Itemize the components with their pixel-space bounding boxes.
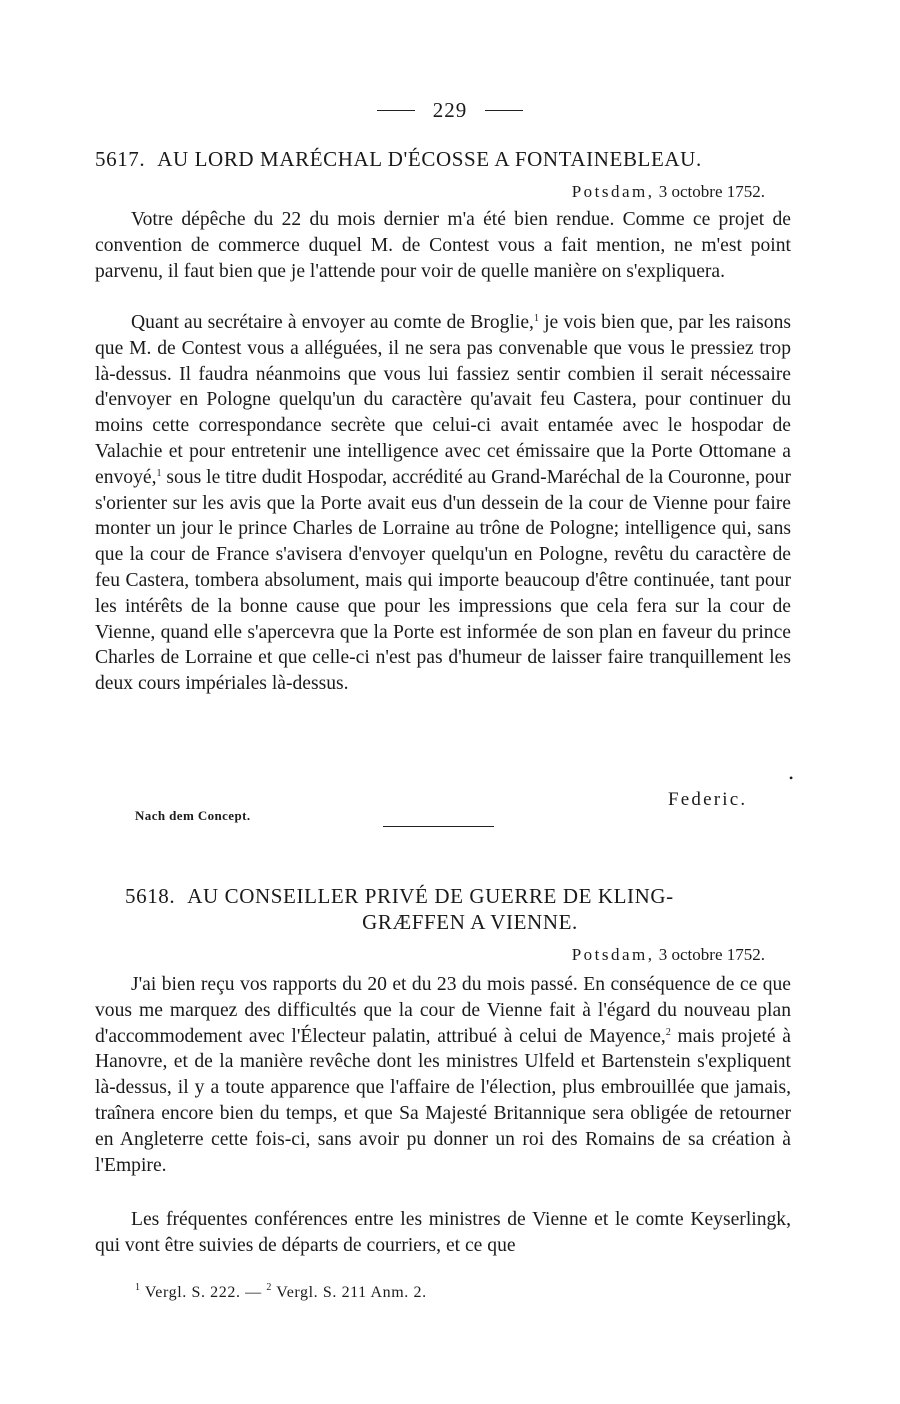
letter-2-paragraph-1 bbox=[95, 972, 791, 1178]
letter-2-title-line-2: GRÆFFEN A VIENNE. bbox=[362, 910, 578, 934]
footnote-1-mark: 1 bbox=[135, 1282, 141, 1293]
letter-2-title-line-1: AU CONSEILLER PRIVÉ DE GUERRE DE KLING- bbox=[187, 884, 674, 908]
page-number-dash-left bbox=[377, 110, 415, 111]
footnote-ref-2: 2 bbox=[665, 1026, 671, 1038]
letter-1-number: 5617. bbox=[95, 147, 146, 171]
footnote-1-text: Vergl. S. 222. — bbox=[140, 1284, 267, 1301]
letter-1-heading bbox=[95, 146, 795, 172]
letter-2-paragraph-1-part-b: mais projeté à Hanovre, et de la manière revêche dont les ministres Ulfeld et Bartenstein s'expliquent là-dessus, il y a toute apparence que l'affaire de l'élection, plus embrouillée que jamais, traînera encore bien du temps, et que Sa Majesté Britannique sera obligée de retourner en Angleterre cette fois-ci, sans avoir pu donner un roi des Romains de sa création à l'Empire. bbox=[95, 1025, 791, 1176]
letter-2-place: Potsdam, bbox=[571, 945, 655, 964]
letter-1-date: 3 octobre 1752. bbox=[658, 182, 765, 201]
footnotes bbox=[135, 1284, 427, 1302]
footnote-2-mark: 2 bbox=[266, 1282, 272, 1293]
letter-1-source-note: Nach dem Concept. bbox=[135, 808, 251, 823]
letter-2-date: 3 octobre 1752. bbox=[658, 945, 765, 964]
letter-2-heading bbox=[125, 883, 775, 935]
letter-1-paragraph-2-part-c: sous le titre dudit Hospodar, accrédité au Grand-Maréchal de la Couronne, pour s'orienter sur les avis que la Porte avait eus d'un dessein de la cour de Vienne pour faire monter un jour le prince Charles de Lorraine au trône de Pologne; intelligence qui, sans que la cour de France s'avisera d'envoyer quelqu'un en Pologne, revêtu du caractère de feu Castera, tombera absolument, mais qui importe beaucoup d'être continuée, tant pour les intérêts de la bonne cause que pour les impressions que cela fera sur la cour de Vienne, quand elle s'apercevra que la Porte est informée de son plan en faveur du prince Charles de Lorraine et que celle-ci n'est pas d'humeur de laisser faire tranquillement les deux cours impériales là-dessus. bbox=[95, 466, 791, 695]
footnote-2-text: Vergl. S. 211 Anm. 2. bbox=[272, 1284, 427, 1301]
letter-2-paragraph-1-part-a: J'ai bien reçu vos rapports du 20 et du 23 du mois passé. En conséquence de ce que vous me marquez des difficultés que la cour de Vienne fait à l'égard du nouveau plan d'accommodement avec l'Électeur palatin, attribué à celui de Mayence, bbox=[95, 974, 791, 1047]
letter-1-title: AU LORD MARÉCHAL D'ÉCOSSE A FONTAINEBLEAU. bbox=[157, 147, 702, 171]
letter-1-paragraph-2-part-a: Quant au secrétaire à envoyer au comte de Broglie, bbox=[131, 312, 534, 333]
page-number-line bbox=[0, 98, 900, 123]
page-number: 229 bbox=[432, 98, 468, 122]
letter-1-paragraph-2-part-b: je vois bien que, par les raisons que M. de Contest vous a alléguées, il ne sera pas convenable que vous le pressiez trop là-dessus. Il faudra néanmoins que vous lui fassiez sentir combien il serait nécessaire d'envoyer en Pologne quelqu'un du caractère qu'avait feu Castera, pour continuer du moins cette correspondance secrète que celui-ci avait entamée avec le hospodar de Valachie et pour entretenir une intelligence avec cet émissaire que la Porte Ottomane a envoyé, bbox=[95, 312, 791, 488]
margin-dot: • bbox=[789, 771, 794, 785]
letter-1-signature: Federic. bbox=[668, 789, 748, 810]
footnote-ref-1b: 1 bbox=[156, 467, 162, 479]
letter-1-dateline bbox=[572, 182, 765, 202]
page-number-dash-right bbox=[485, 110, 523, 111]
letter-2-number: 5618. bbox=[125, 884, 176, 908]
letter-1-paragraph-2 bbox=[95, 310, 791, 697]
letter-2-heading-line-1 bbox=[125, 883, 775, 909]
letter-1-paragraph-1: Votre dépêche du 22 du mois dernier m'a été bien rendue. Comme ce projet de convention de commerce duquel M. de Contest vous a fait mention, ne m'est point parvenu, il faut bien que je l'attende pour voir de quelle manière on s'expliquera. bbox=[95, 209, 791, 282]
letter-2-paragraph-2: Les fréquentes conférences entre les ministres de Vienne et le comte Keyserlingk, qui vont être suivies de départs de courriers, et ce que bbox=[95, 1209, 791, 1256]
section-divider bbox=[383, 826, 494, 827]
letter-1-place: Potsdam, bbox=[571, 182, 655, 201]
footnote-ref-1: 1 bbox=[533, 313, 539, 324]
letter-2-dateline bbox=[572, 945, 765, 965]
